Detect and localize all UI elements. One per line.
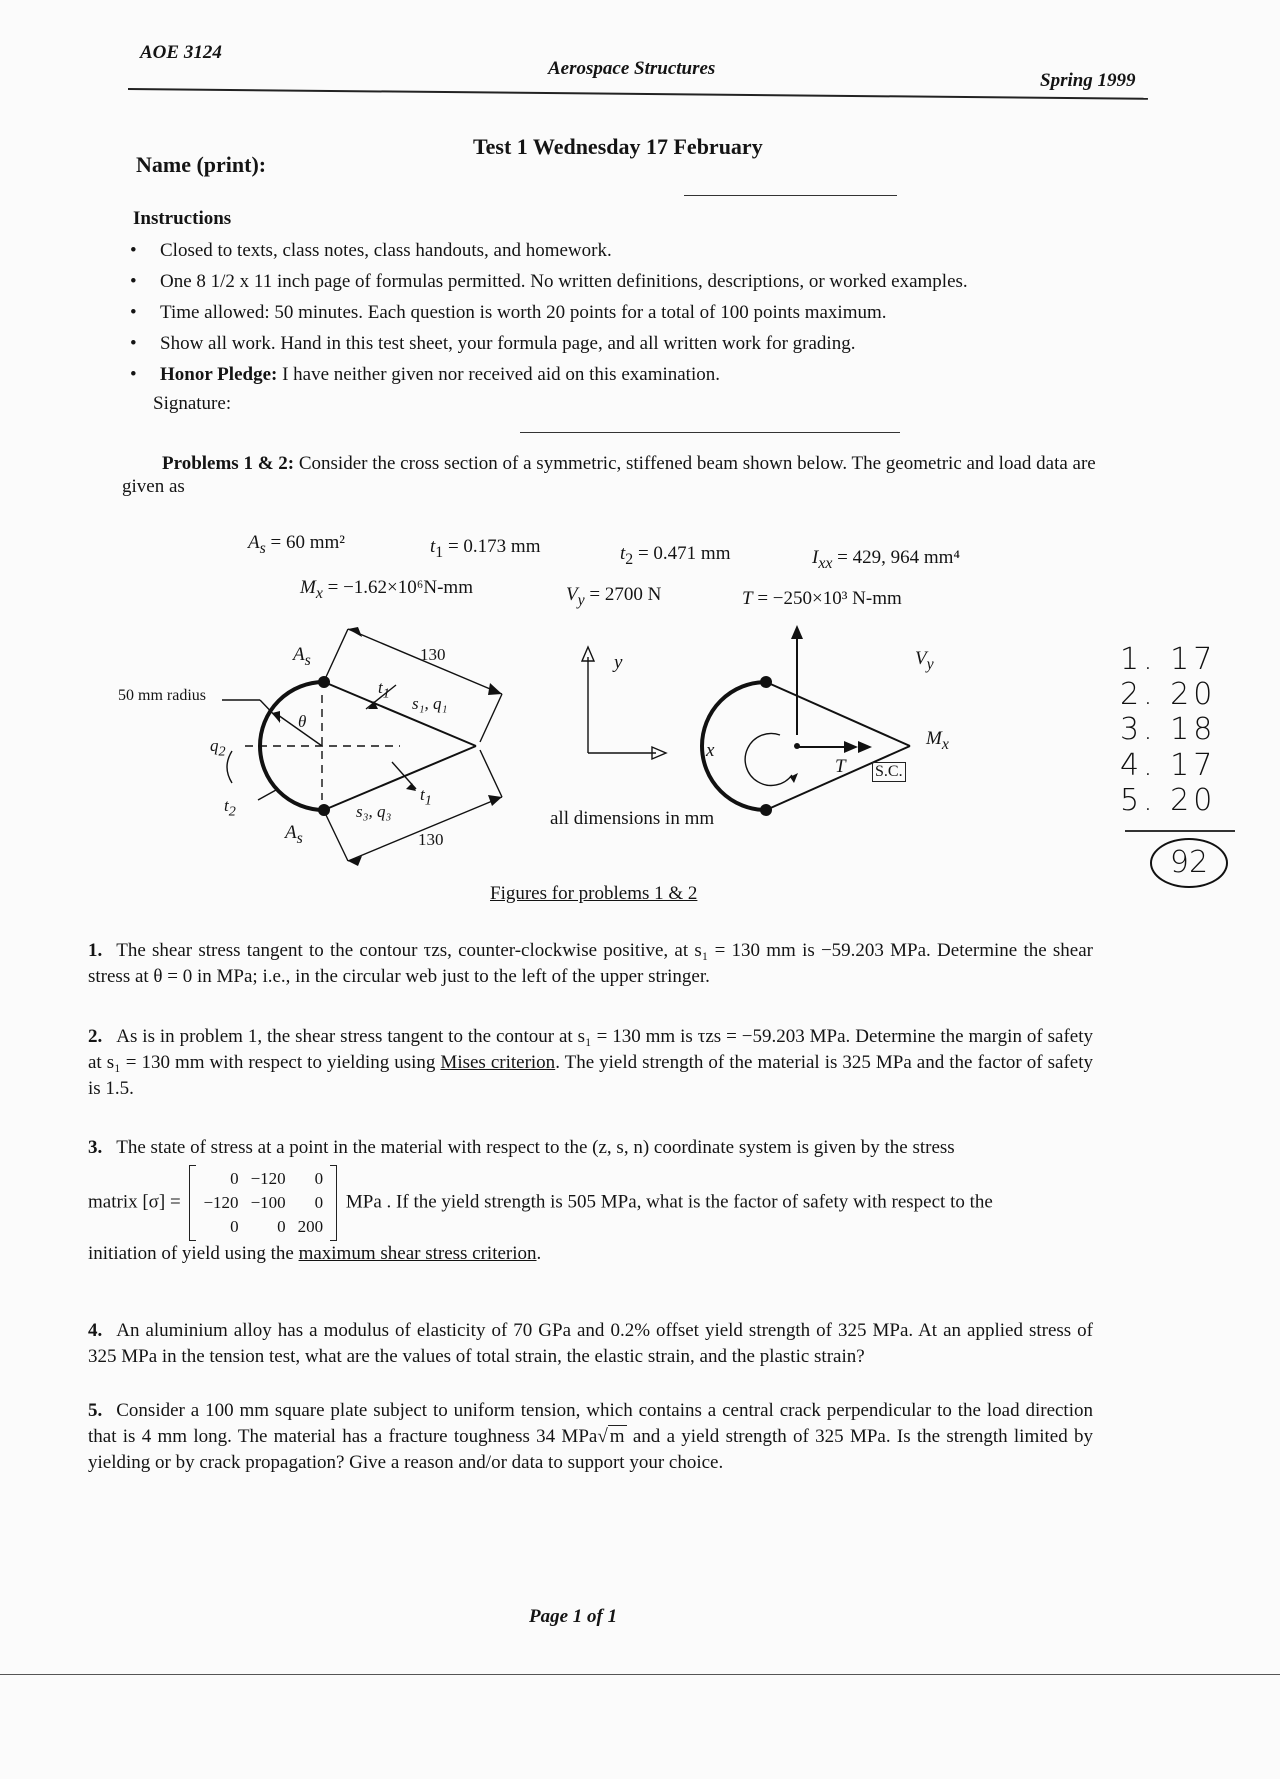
course-code: AOE 3124 bbox=[140, 42, 222, 63]
q2-label: $q_2$ bbox=[210, 736, 226, 760]
problem-5: 5. Consider a 100 mm square plate subject to uniform tension, which contains a central crack perpendicular to the load direction that is 4 mm long. The material has a fracture toughness 34 MPa√ m and a yield strength of 325 MPa. Is the strength limited by yielding or by crack propagation? Give a reason and/or data to support your choice. bbox=[88, 1400, 1094, 1473]
instruction-item: • Closed to texts, class notes, class handouts, and homework. bbox=[130, 240, 1090, 271]
dim-130-top: 130 bbox=[420, 645, 446, 664]
total-score: 92 bbox=[1150, 838, 1228, 888]
honor-text: I have neither given nor received aid on this examination. bbox=[277, 364, 720, 385]
s3q3-label: s₃, q₃ bbox=[356, 802, 392, 821]
lower-stringer bbox=[318, 804, 330, 816]
instruction-list bbox=[130, 240, 1090, 395]
shear-center-label: S.C. bbox=[872, 762, 906, 782]
t2-label: $t_2$ bbox=[224, 796, 236, 820]
course-subject: Aerospace Structures bbox=[548, 58, 716, 79]
upper-flat-web bbox=[324, 682, 476, 746]
t1-label-top: $t_1$ bbox=[378, 678, 390, 702]
upper-stringer bbox=[318, 676, 330, 688]
problems-intro-label: Problems 1 & 2: bbox=[162, 453, 295, 474]
vy-label: $V_y$ bbox=[915, 648, 934, 673]
shear-vy: $V_y = 2700$ N bbox=[566, 584, 662, 609]
bottom-edge bbox=[0, 1674, 1280, 1675]
instructions-heading: Instructions bbox=[133, 208, 232, 229]
area-as: $A_s = 60$ mm² bbox=[248, 532, 346, 557]
score-row: 2. 20 bbox=[1120, 677, 1217, 712]
all-dims-note: all dimensions in mm bbox=[550, 808, 715, 829]
problem-1: 1. The shear stress tangent to the contour τzs, counter-clockwise positive, at s₁ = 130 mm is −59.203 MPa. Determine the shear stress at θ = 0 in MPa; i.e., in the circular web just to the left of the upper stringer. bbox=[88, 940, 1093, 987]
signature-label: Signature: bbox=[153, 393, 232, 414]
score-row: 1. 17 bbox=[1120, 642, 1217, 677]
mx-label: $M_x$ bbox=[926, 728, 949, 753]
dim-130-bottom: 130 bbox=[418, 830, 444, 849]
score-total-rule bbox=[1125, 830, 1235, 832]
page-footer: Page 1 of 1 bbox=[529, 1606, 618, 1627]
axis-y-label: y bbox=[614, 652, 623, 673]
problem-3: 3. The state of stress at a point in the material with respect to the (z, s, n) coordinate system is given by the stress matrix [σ] = 0 −120 0 −120 −100 0 0 0 200 MPa . If the yield strength is 505 MPa, what is the factor of safety with respect to the initiation of yield using the maximum shear stress criterion. bbox=[88, 1137, 993, 1264]
problems-intro-text: Consider the cross section of a symmetric, stiffened beam shown below. The geometric and load data are given as bbox=[122, 453, 1096, 497]
score-row: 4. 17 bbox=[1120, 748, 1217, 783]
problem-4: 4. An aluminium alloy has a modulus of elasticity of 70 GPa and 0.2% offset yield strength of 325 MPa. At an applied stress of 325 MPa in the tension test, what are the values of total strain, the elastic strain, and the plastic strain? bbox=[88, 1320, 1093, 1367]
thickness-t1: $t_1 = 0.173$ mm bbox=[430, 536, 541, 561]
s1q1-label: s₁, q₁ bbox=[412, 694, 448, 713]
instruction-item: • Time allowed: 50 minutes. Each question is worth 20 points for a total of 100 points maximum. bbox=[130, 302, 1090, 333]
name-line[interactable] bbox=[684, 195, 897, 196]
stress-matrix: 0 −120 0 −120 −100 0 0 0 200 bbox=[189, 1165, 337, 1241]
test-title: Test 1 Wednesday 17 February bbox=[473, 134, 763, 159]
label-as-bottom: $A_s$ bbox=[285, 822, 303, 847]
lower-flat-web bbox=[324, 746, 476, 810]
header-rule bbox=[128, 88, 1148, 100]
honor-label: Honor Pledge: bbox=[160, 364, 278, 385]
problems-intro bbox=[122, 452, 1112, 498]
problem-2: 2. As is in problem 1, the shear stress tangent to the contour at s₁ = 130 mm is τzs = −59.203 MPa. Determine the margin of safety at s₁ = 130 mm with respect to yielding using Mises criterion. The yield strength of the material is 325 MPa and the factor of safety is 1.5. bbox=[88, 1026, 1093, 1099]
honor-pledge bbox=[130, 364, 1090, 395]
score-row: 5. 20 bbox=[1120, 783, 1217, 818]
thickness-t2: $t_2 = 0.471$ mm bbox=[620, 543, 731, 568]
radius-label: 50 mm radius bbox=[118, 687, 206, 704]
inertia-ixx: $I_{xx} = 429$, 964 mm⁴ bbox=[812, 547, 961, 572]
theta-label: θ bbox=[298, 712, 307, 731]
moment-mx: $M_x = -1.62\times 10^6N-mm$ bbox=[300, 577, 473, 602]
instruction-item: • One 8 1/2 x 11 inch page of formulas permitted. No written definitions, descriptions, or worked examples. bbox=[130, 271, 1090, 302]
torque-t: T = −250×10³ N-mm bbox=[742, 588, 902, 609]
label-as-top: $A_s$ bbox=[293, 644, 311, 669]
torque-label: T bbox=[835, 756, 846, 777]
instruction-item: • Show all work. Hand in this test sheet, your formula page, and all written work for grading. bbox=[130, 333, 1090, 364]
name-label: Name (print): bbox=[136, 152, 267, 177]
term: Spring 1999 bbox=[1040, 70, 1136, 91]
signature-line[interactable] bbox=[520, 432, 900, 433]
figure-caption: Figures for problems 1 & 2 bbox=[490, 883, 698, 904]
t1-label-bottom: $t_1$ bbox=[420, 785, 432, 809]
score-row: 3. 18 bbox=[1120, 712, 1217, 747]
axis-x-label: x bbox=[706, 740, 715, 761]
